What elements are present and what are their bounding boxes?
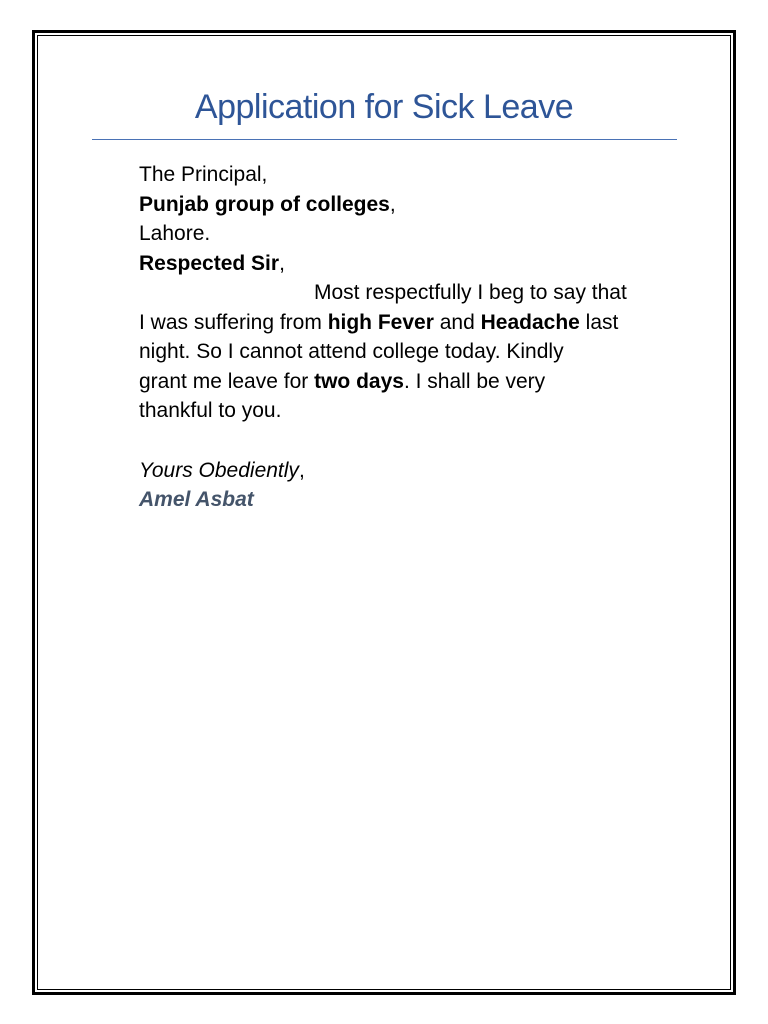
body-line-3: night. So I cannot attend college today. Kindly xyxy=(139,340,564,363)
emphasis-high-fever: high Fever xyxy=(327,310,434,334)
body-line-5: thankful to you. xyxy=(139,399,282,422)
signature-name: Amel Asbat xyxy=(139,488,254,511)
salutation-punct: , xyxy=(279,251,285,275)
institution-name: Punjab group of colleges xyxy=(139,192,390,216)
closing-line xyxy=(139,456,679,486)
letter-title: Application for Sick Leave xyxy=(194,88,574,126)
institution-line xyxy=(139,190,679,220)
body-line-4 xyxy=(139,367,679,397)
paragraph-gap xyxy=(139,426,679,456)
salutation: Respected Sir xyxy=(139,251,280,275)
emphasis-headache: Headache xyxy=(480,310,580,334)
body-line-1: Most respectfully I beg to say that xyxy=(314,281,627,304)
body-text: grant me leave for xyxy=(139,369,315,393)
closing: Yours Obediently xyxy=(139,458,299,482)
body-text: . I shall be very xyxy=(403,369,546,393)
title-underline xyxy=(92,139,677,140)
salutation-line xyxy=(139,249,679,279)
letter-body xyxy=(139,160,679,515)
closing-punct: , xyxy=(298,458,305,482)
emphasis-two-days: two days xyxy=(314,369,404,393)
body-text: I was suffering from xyxy=(139,310,328,334)
body-line-2 xyxy=(139,308,679,338)
body-text: last xyxy=(579,310,619,334)
body-text: and xyxy=(433,310,481,334)
institution-punct: , xyxy=(389,192,396,216)
city-line: Lahore. xyxy=(139,222,211,245)
recipient-line: The Principal, xyxy=(139,163,268,186)
